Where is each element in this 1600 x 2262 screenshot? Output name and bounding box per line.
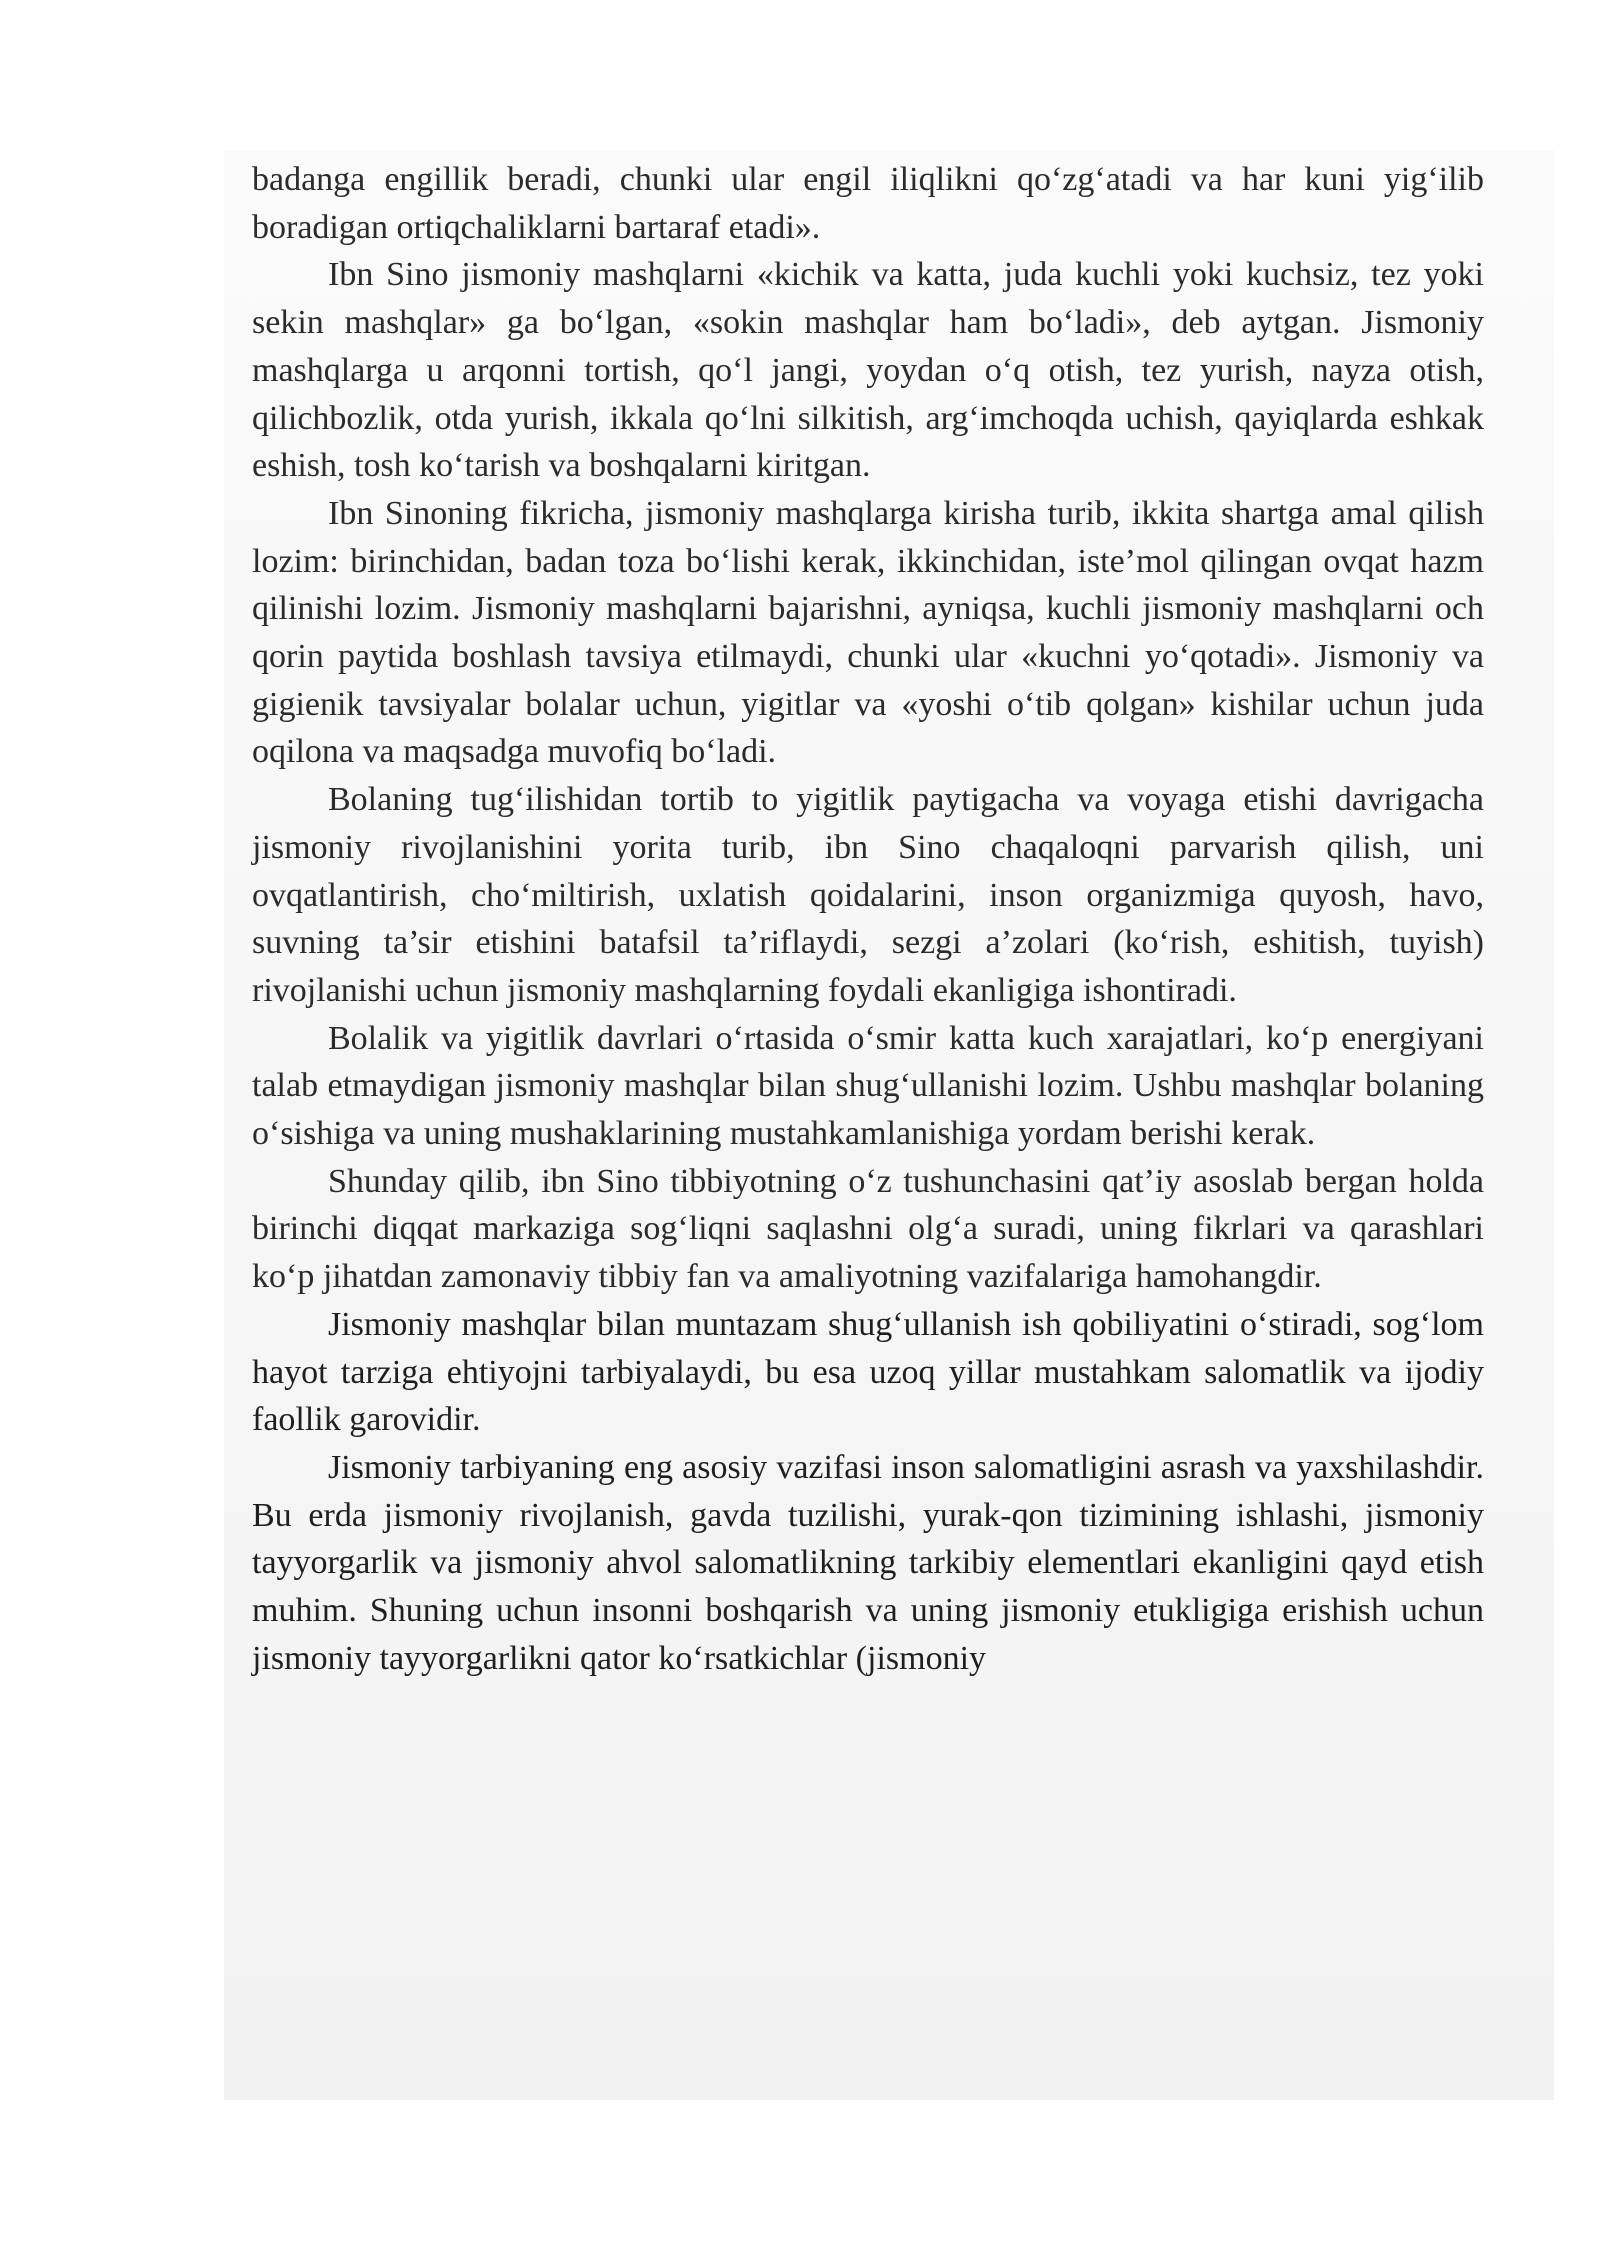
paragraph-6: Shunday qilib, ibn Sino tibbiyotning o‘z tushunchasini qat’iy asoslab bergan holda birinchi diqqat markaziga sog‘liqni saqlashni olg‘a suradi, uning fikrlari va qarashlari ko‘p jihatdan zamonaviy tibbiy fan va amaliyotning vazifalariga hamohangdir.: [252, 1162, 1484, 1296]
paragraph-2: Ibn Sino jismoniy mashqlarni «kichik va katta, juda kuchli yoki kuchsiz, tez yoki sekin mashqlar» ga bo‘lgan, «sokin mashqlar ham bo‘ladi», deb aytgan. Jismoniy mashqlarga u arqonni tortish, qo‘l jangi, yoydan o‘q otish, tez yurish, nayza otish, qilichbozlik, otda yurish, ikkala qo‘lni silkitish, arg‘imchoqda uchish, qayiqlarda eshkak eshish, tosh ko‘tarish va boshqalarni kiritgan.: [252, 256, 1484, 485]
body-text: [252, 156, 1484, 1683]
paragraph-5: Bolalik va yigitlik davrlari o‘rtasida o‘smir katta kuch xarajatlari, ko‘p energiyani talab etmaydigan jismoniy mashqlar bilan shug‘ullanishi lozim. Ushbu mashqlar bolaning o‘sishiga va uning mushaklarining mustahkamlanishiga yordam berishi kerak.: [252, 1019, 1484, 1153]
paragraph-7: Jismoniy mashqlar bilan muntazam shug‘ullanish ish qobiliyatini o‘stiradi, sog‘lom hayot tarziga ehtiyojni tarbiyalaydi, bu esa uzoq yillar mustahkam salomatlik va ijodiy faollik garovidir.: [252, 1305, 1484, 1439]
paragraph-4: Bolaning tug‘ilishidan tortib to yigitlik paytigacha va voyaga etishi davrigacha jismoniy rivojlanishini yorita turib, ibn Sino chaqaloqni parvarish qilish, uni ovqatlantirish, cho‘miltirish, uxlatish qoidalarini, inson organizmiga quyosh, havo, suvning ta’sir etishini batafsil ta’riflaydi, sezgi a’zolari (ko‘rish, eshitish, tuyish) rivojlanishi uchun jismoniy mashqlarning foydali ekanligiga ishontiradi.: [252, 781, 1484, 1009]
paragraph-8: Jismoniy tarbiyaning eng asosiy vazifasi inson salomatligini asrash va yaxshilashdir. Bu erda jismoniy rivojlanish, gavda tuzilishi, yurak-qon tizimining ishlashi, jismoniy tayyorgarlik va jismoniy ahvol salomatlikning tarkibiy elementlari ekanligini qayd etish muhim. Shuning uchun insonni boshqarish va uning jismoniy etukligiga erishish uchun jismoniy tayyorgarlikni qator ko‘rsatkichlar (jismoniy: [252, 1448, 1484, 1677]
paragraph-3: Ibn Sinoning fikricha, jismoniy mashqlarga kirisha turib, ikkita shartga amal qilish lozim: birinchidan, badan toza bo‘lishi kerak, ikkinchidan, iste’mol qilingan ovqat hazm qilinishi lozim. Jismoniy mashqlarni bajarishni, ayniqsa, kuchli jismoniy mashqlarni och qorin paytida boshlash tavsiya etilmaydi, chunki ular «kuchni yo‘qotadi». Jismoniy va gigienik tavsiyalar bolalar uchun, yigitlar va «yoshi o‘tib qolgan» kishilar uchun juda oqilona va maqsadga muvofiq bo‘ladi.: [252, 494, 1484, 771]
paragraph-1: badanga engillik beradi, chunki ular engil iliqlikni qo‘zg‘atadi va har kuni yig‘ilib boradigan ortiqchaliklarni bartaraf etadi».: [252, 161, 1484, 246]
